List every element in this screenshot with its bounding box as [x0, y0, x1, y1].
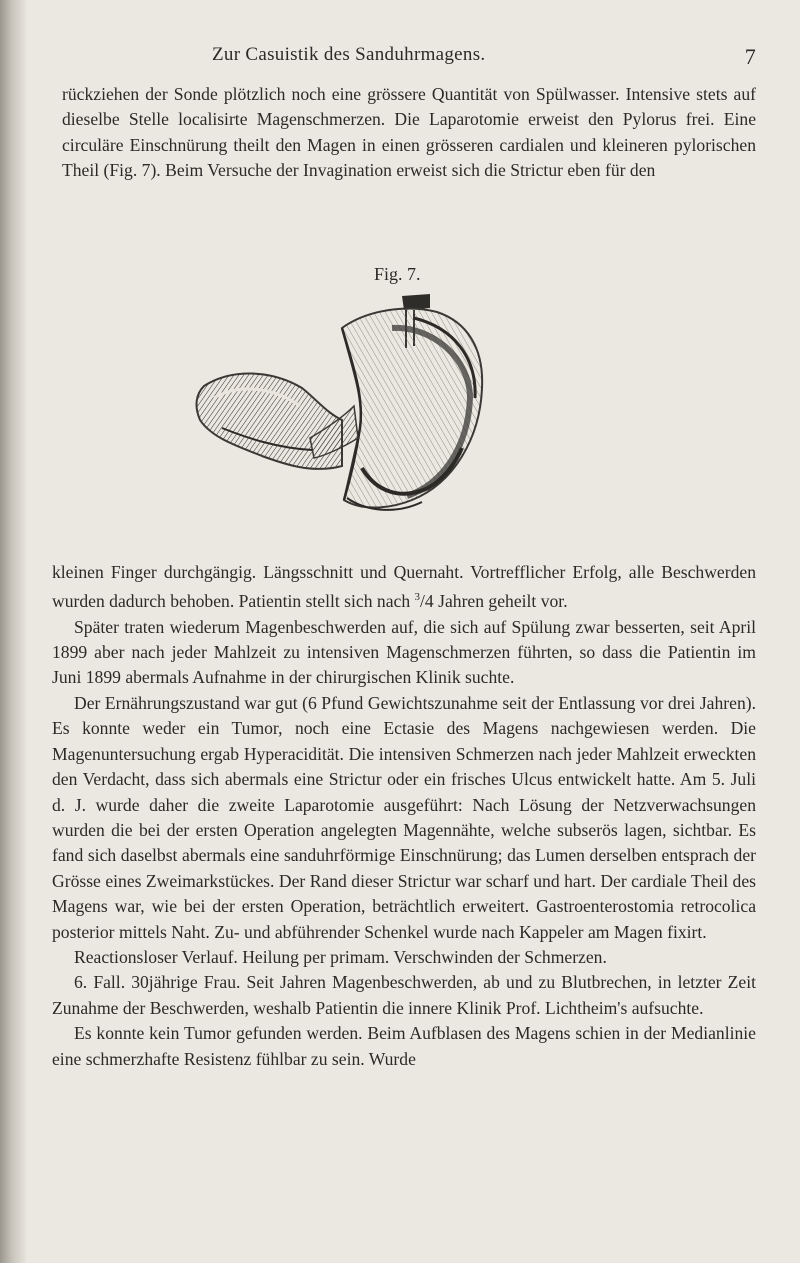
paragraph-1: kleinen Finger durchgängig. Längsschnitt und Quernaht. Vortrefflicher Erfolg, alle Beschwerden wurden dadurch behoben. Patientin stellt sich nach $^3$/4 Jahren geheilt vor. — [52, 562, 756, 612]
fraction-denominator: 4 — [424, 591, 434, 612]
running-head-title: Zur Casuistik des Sanduhrmagens. — [212, 44, 486, 65]
paragraph-1-start: kleinen Finger durchgängig. Längsschnitt und Quernaht. Vortrefflicher Erfolg, alle Beschwerden wurden dadurch behoben. Patientin stellt sich nach — [52, 562, 756, 612]
figure-stomach-illustration — [192, 288, 492, 528]
cardial-part-shape — [342, 309, 482, 508]
figure-caption: Fig. 7. — [374, 264, 421, 284]
hourglass-stomach-drawing — [192, 288, 492, 528]
intro-text — [62, 82, 756, 184]
paragraph-2: Später traten wiederum Magenbeschwerden auf, die sich auf Spülung zwar besserten, seit April 1899 aber nach jeder Mahlzeit zu intensiven Magenschmerzen führten, so dass die Patientin im Juni 1899 abermals Aufnahme in der chirurgischen Klinik suchte. — [52, 616, 756, 688]
paragraph-4: Reactionsloser Verlauf. Heilung per primam. Verschwinden der Schmerzen. — [74, 946, 607, 967]
book-spine-shadow — [0, 0, 26, 1263]
paragraph-3: Der Ernährungszustand war gut (6 Pfund Gewichtszunahme seit der Entlassung vor drei Jahren). Es konnte weder ein Tumor, noch eine Ectasie des Magens nachgewiesen werden. Die Magenuntersuchung ergab Hyperacidität. Die intensiven Schmerzen nach jeder Mahlzeit erweckten den Verdacht, dass sich abermals eine Strictur oder ein frisches Ulcus entwickelt hatte. Am 5. Juli d. J. wurde daher die zweite Laparotomie ausgeführt: Nach Lösung der Netzverwachsungen wurden die bei der ersten Operation angelegten Magennähte, welche subserös lagen, sichtbar. Es fand sich daselbst abermals eine sanduhrförmige Einschnürung; das Lumen derselben entsprach der Grösse eines Zweimarkstückes. Der Rand dieser Strictur war scharf und hart. Der cardiale Theil des Magens war, wie bei der ersten Operation, beträchtlich erweitert. Gastroenterostomia retrocolica posterior mittels Naht. Zu- und abführender Schenkel wurde nach Kappeler am Magen fixirt. — [52, 692, 756, 942]
paragraph-5-case-6: 6. Fall. 30jährige Frau. Seit Jahren Magenbeschwerden, ab und zu Blutbrechen, in letzter Zeit Zunahme der Beschwerden, weshalb Patientin die innere Klinik Prof. Lichtheim's aufsuchte. — [52, 972, 756, 1018]
running-head — [52, 40, 756, 74]
page-number: 7 — [744, 44, 756, 69]
intro-paragraph: rückziehen der Sonde plötzlich noch eine grössere Quantität von Spülwasser. Intensive stets auf dieselbe Stelle localisirte Magenschmerzen. Die Laparotomie erweist den Pylorus frei. Eine circuläre Einschnürung theilt den Magen in einen grösseren cardialen und kleineren pylorischen Theil (Fig. 7). Beim Versuche der Invagination erweist sich die Strictur eben für den — [62, 84, 756, 181]
pyloric-part-shape — [197, 373, 342, 468]
paragraph-6: Es konnte kein Tumor gefunden werden. Beim Aufblasen des Magens schien in der Medianlinie eine schmerzhafte Resistenz fühlbar zu sein. Wurde — [52, 1023, 756, 1069]
book-page — [52, 40, 756, 1069]
main-text — [52, 560, 756, 1072]
paragraph-1-end: Jahren geheilt vor. — [433, 591, 568, 612]
fraction-numerator: 3 — [414, 591, 421, 604]
